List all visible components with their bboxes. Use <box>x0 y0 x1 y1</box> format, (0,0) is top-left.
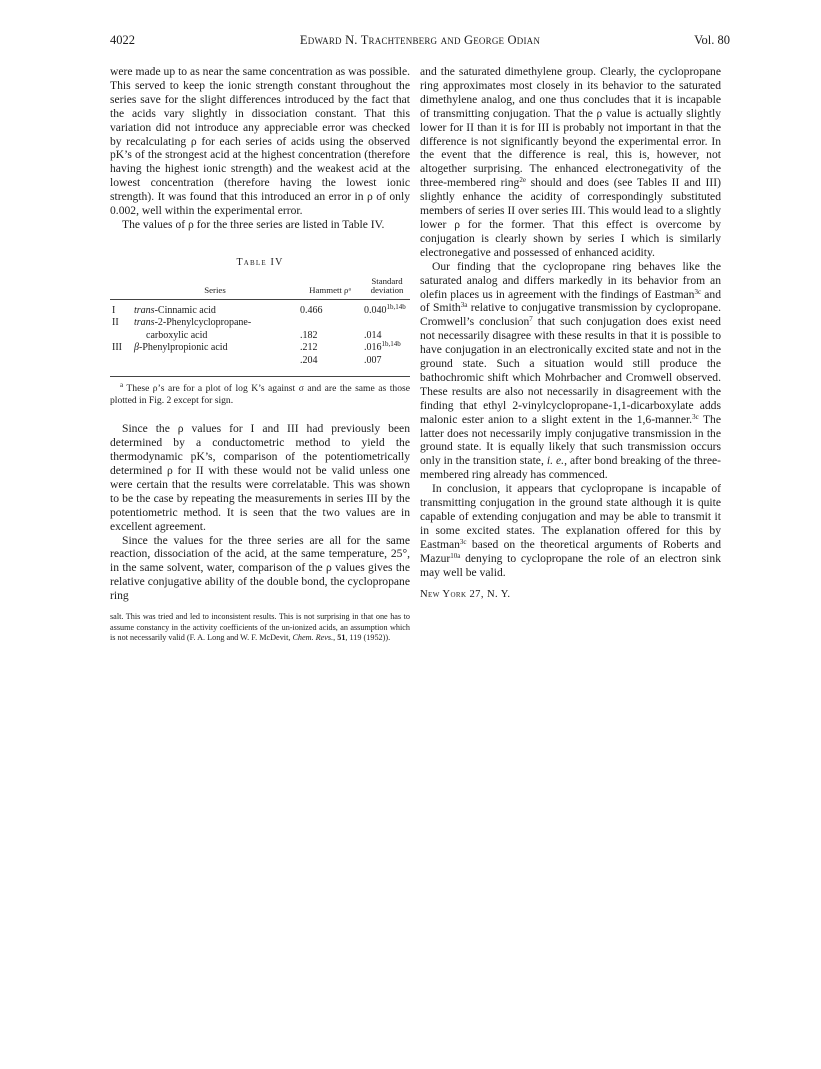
row-number <box>110 330 134 343</box>
table-row <box>110 330 410 343</box>
table-row <box>110 299 410 317</box>
citation: 1b,14b <box>381 340 401 349</box>
citation: 3a <box>460 301 468 310</box>
citation: 7 <box>529 315 533 324</box>
row-rho: .212 <box>300 342 318 354</box>
table-row <box>110 355 410 368</box>
citation: 3c <box>459 537 467 546</box>
running-head <box>110 33 730 49</box>
row-number: III <box>112 342 122 354</box>
row-series: β-Phenylpropionic acid <box>134 342 228 354</box>
table-iv <box>110 277 410 368</box>
row-series: carboxylic acid <box>146 329 208 341</box>
row-rho <box>296 317 360 330</box>
right-paragraph-3: In conclusion, it appears that cyclopropane is incapable of transmitting conjugation in the ground state although it is quite capable of extending conjugation and may be able to transmit it in some excited states. The explanation offered for this by Eastman$^{3c}$ based on the theoretical arguments of Roberts and Mazur$^{10a}$ denying to cyclopropane the role of an electron sink may well be valid. <box>420 482 721 579</box>
author-address: New York 27, N. Y. <box>420 588 511 600</box>
row-number <box>110 355 134 368</box>
col-header-rho: Hammett ρᵃ <box>309 285 351 296</box>
row-number: I <box>112 304 116 316</box>
citation: 10a <box>450 551 461 560</box>
right-paragraph-2: Our finding that the cyclopropane ring behaves like the saturated analog and differs markedly in its behavior from an olefin places us in agreement with the findings of Eastman$^{3c}$ and of Smith$^{3a}$ relative to conjugative transmission by cyclopropane. Cromwell’s conclusion$^7$ that such conjugation does exist need not necessarily disagree with these results in that it is possible to have conjugation in an electronically excited state and not in the ground state. Such a situation would still produce the bathochromic shift which Mohrbacher and Cromwell observed. These results are also not necessarily in disagreement with the finding that ethyl 2-vinylcyclopropane-1,1-dicarboxylate adds malonic ester anion to a slight extent in the 1,6-manner.$^{3c}$ The latter does not necessarily imply conjugative transmission in the ground state. It is equally likely that such transmission occurs only in the transition state, i. e., after bond breaking of the three-membered ring already has commenced. <box>420 259 722 482</box>
page-number: 4022 <box>110 33 135 47</box>
row-series: trans-Cinnamic acid <box>134 304 216 316</box>
left-paragraph-1: were made up to as near the same concentration as was possible. This served to keep the ionic strength constant throughout the series save for the slight differences introduced by the fact that the acids vary slightly in dissociation constant. That this variation did not introduce any appreciable error was checked by recalculating ρ for each series of acids using the observed pK’s of the strongest acid at the highest concentration (therefore having the highest ionic strength) and the weakest acid at the lowest concentration (therefore having the lowest ionic strength). It was found that this introduced an error in ρ of only 0.002, well within the experimental error. <box>110 65 410 218</box>
table-title: Table IV <box>236 256 284 268</box>
left-paragraph-4: Since the values for the three series are all for the same reaction, dissociation of the acid, at the same temperature, 25°, in the same solvent, water, comparison of the ρ values gives the relative conjugative ability of the double bond, the cyclopropane ring <box>110 533 410 603</box>
citation: 2e <box>519 176 526 185</box>
row-sd <box>360 317 410 330</box>
row-sd: $0.040^{1b,14b}$ <box>364 302 406 316</box>
right-column <box>420 65 721 601</box>
col-header-series: Series <box>204 285 226 296</box>
citation: 1b,14b <box>386 302 406 311</box>
row-sd: .007 <box>364 354 382 366</box>
right-paragraph-1: and the saturated dimethylene group. Clearly, the cyclopropane ring approximates most closely in its behavior to the saturated dimethylene analog, and one thus concludes that it is incapable of transmitting conjugation. That the ρ value is actually slightly lower for II than it is for III is probably not important in that the difference is not significantly beyond the experimental error. In the event that the difference is real, this is, however, not altogether surprising. The enhanced electronegativity of the three-membered ring$^{2e}$ should and does (see Tables II and III) slightly enhance the acidity of correspondingly substituted members of series II over series III. This would lead to a slightly lower ρ for the former. That this effect is overcome by conjugation is clearly shown by series I which is similarly electronegative and possessed of enhanced acidity. <box>420 65 721 259</box>
row-series: trans-2-Phenylcyclopropane- <box>134 317 252 329</box>
citation: 3c <box>694 287 702 296</box>
table-footnote-mark: a <box>120 381 124 390</box>
table-footnote <box>110 376 410 406</box>
table-header-row <box>110 277 410 300</box>
row-sd: $.016^{1b,14b}$ <box>364 340 401 354</box>
row-rho: 0.466 <box>300 304 323 316</box>
row-series <box>134 355 296 368</box>
table-row <box>110 342 410 355</box>
left-paragraph-2: The values of ρ for the three series are listed in Table IV. <box>122 217 385 231</box>
row-sd: .014 <box>364 329 382 341</box>
table-body <box>110 299 410 367</box>
left-column <box>110 65 410 644</box>
row-number: II <box>112 317 119 329</box>
row-rho: .182 <box>300 329 318 341</box>
citation: 3c <box>692 412 699 421</box>
table-row <box>110 317 410 330</box>
col-header-sd: Standard deviation <box>370 275 404 296</box>
table-footnote-text: These ρ’s are for a plot of log K’s against σ and are the same as those plotted in Fig. 2 except for sign. <box>110 383 410 406</box>
left-paragraph-3: Since the ρ values for I and III had previously been determined by a conductometric method to yield the thermodynamic pK’s, comparison of the potentiometrically determined ρ for II with these would not be valid unless one were certain that the results were correlatable. This was shown to be the case by repeating the measurements in series III by the potentiometric method. It is seen that the two values are in excellent agreement. <box>110 422 410 533</box>
left-footnote: salt. This was tried and led to inconsistent results. This is not surprising in that one has to assume constancy in the activity coefficients of the un-ionized acids, an assumption which is not necessarily valid (F. A. Long and W. F. McDevit, Chem. Revs., 51, 119 (1952)). <box>110 612 410 643</box>
row-rho: .204 <box>300 354 318 366</box>
volume-label: Vol. 80 <box>694 33 730 47</box>
running-head-authors: Edward N. Trachtenberg and George Odian <box>299 33 541 47</box>
